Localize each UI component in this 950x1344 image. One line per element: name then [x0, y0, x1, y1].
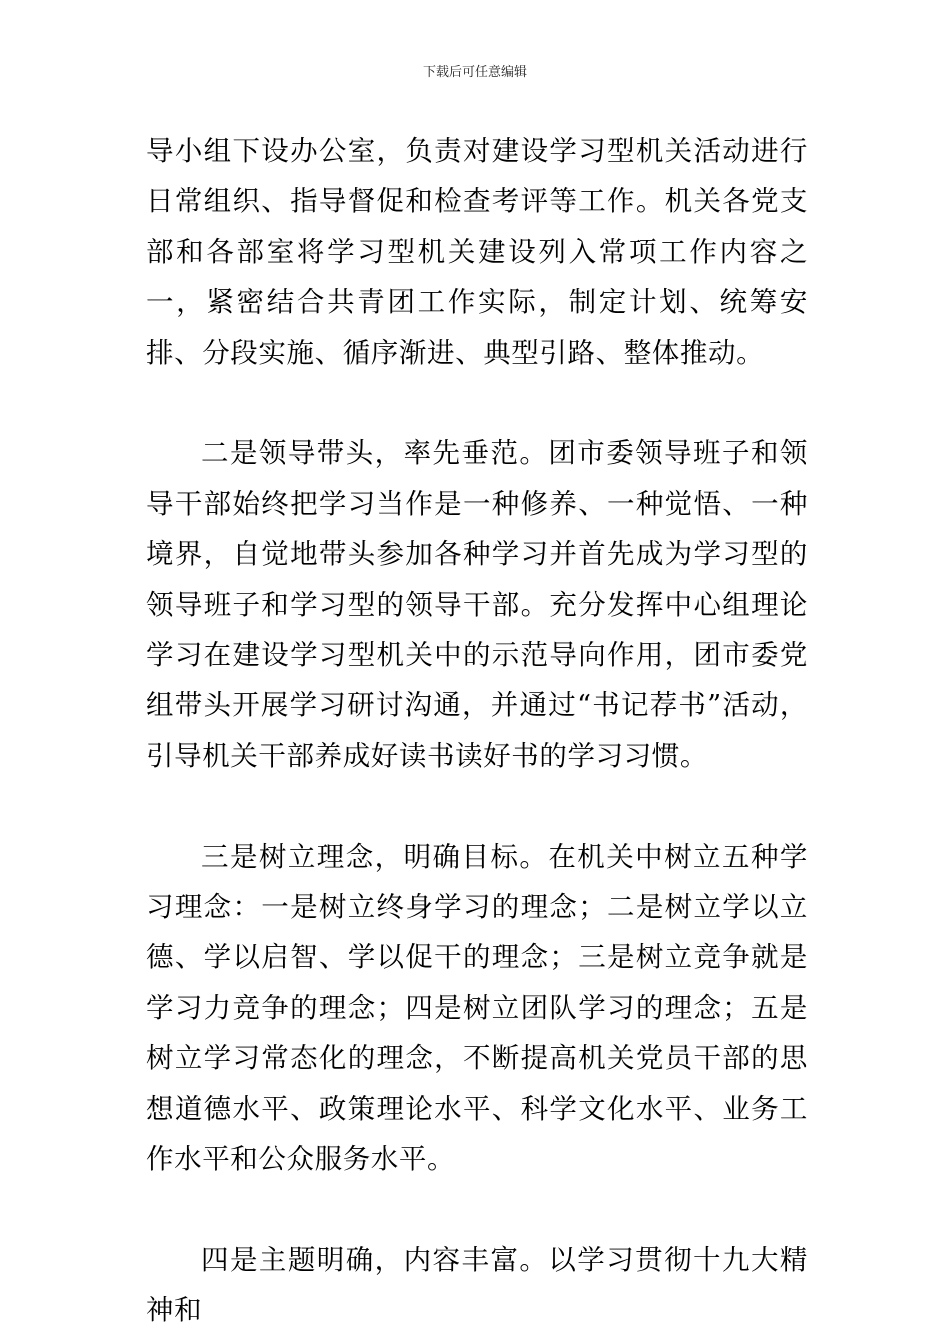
page-header: 下载后可任意编辑 [422, 65, 527, 80]
paragraph-gap [146, 1185, 808, 1235]
paragraph-continued: 导小组下设办公室，负责对建设学习型机关活动进行日常组织、指导督促和检查考评等工作。机关各党支部和各部室将学习型机关建设列入常项工作内容之一，紧密结合共青团工作实际，制定计划、统筹安排、分段实施、循序渐进、典型引路、整体推动。 [146, 135, 808, 369]
paragraph-theme: 四是主题明确，内容丰富。以学习贯彻十九大精神和 [146, 1243, 808, 1327]
paragraph-gap [146, 781, 808, 831]
paragraph-leadership: 二是领导带头，率先垂范。团市委领导班子和领导干部始终把学习当作是一种修养、一种觉悟、一种境界，自觉地带头参加各种学习并首先成为学习型的领导班子和学习型的领导干部。充分发挥中心组理论学习在建设学习型机关中的示范导向作用，团市委党组带头开展学习研讨沟通，并通过“书记荐书”活动，引导机关干部养成好读书读好书的学习习惯。 [146, 437, 808, 772]
paragraph-gap [146, 378, 808, 428]
paragraph-concepts: 三是树立理念，明确目标。在机关中树立五种学习理念：一是树立终身学习的理念；二是树立学以立德、学以启智、学以促干的理念；三是树立竞争就是学习力竞争的理念；四是树立团队学习的理念；五是树立学习常态化的理念，不断提高机关党员干部的思想道德水平、政策理论水平、科学文化水平、业务工作水平和公众服务水平。 [146, 840, 808, 1176]
document-body [146, 126, 808, 1336]
